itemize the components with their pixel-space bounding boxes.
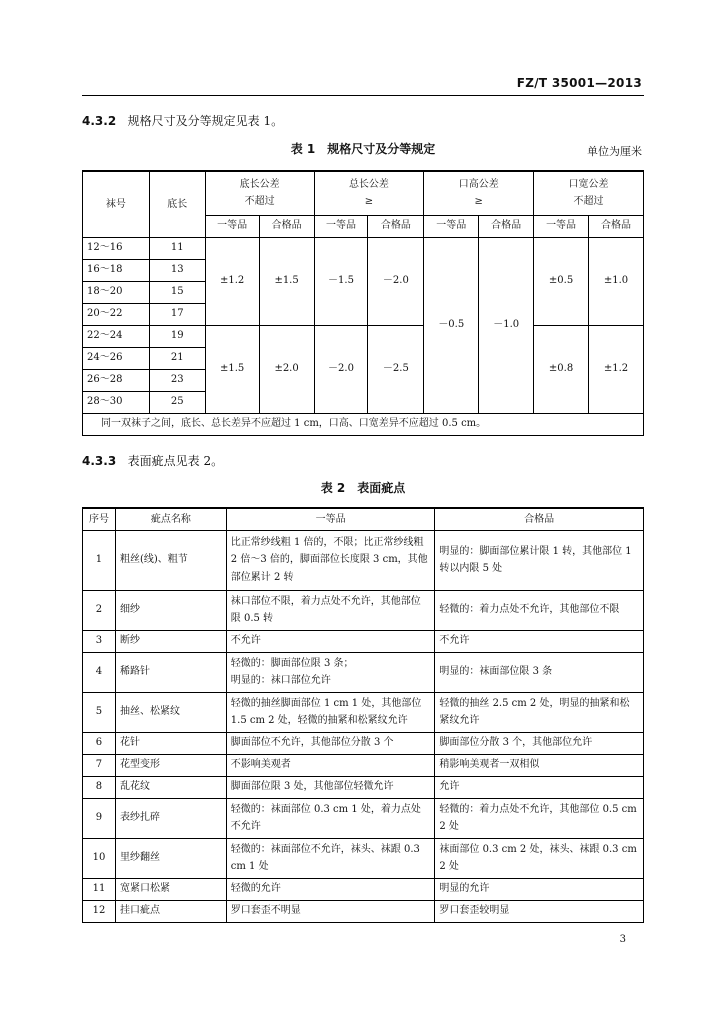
grade2-label: 合格品 bbox=[589, 215, 644, 237]
mouth-height-g1: －0.5 bbox=[424, 237, 479, 413]
sock-no: 26～28 bbox=[83, 369, 150, 391]
section-number: 4.3.2 bbox=[82, 114, 117, 128]
header-seq: 序号 bbox=[83, 508, 116, 530]
grade2-criteria: 轻微的抽丝 2.5 cm 2 处，明显的抽紧和松紧纹允许 bbox=[435, 692, 644, 732]
grade2-criteria: 允许 bbox=[435, 776, 644, 798]
sole-tol-g1-lower: ±1.5 bbox=[205, 325, 259, 413]
sole-length: 13 bbox=[149, 259, 205, 281]
defect-seq: 11 bbox=[83, 878, 116, 900]
total-tol-g1-lower: －2.0 bbox=[314, 325, 368, 413]
sock-no: 12～16 bbox=[83, 237, 150, 259]
group-sub: ≥ bbox=[364, 196, 374, 208]
defect-seq: 3 bbox=[83, 630, 116, 652]
grade1-criteria: 轻微的：袜面部位不允许，袜头、袜跟 0.3 cm 1 处 bbox=[226, 838, 435, 878]
table1-note: 同一双袜子之间，底长、总长差异不应超过 1 cm，口高、口宽差异不应超过 0.5 cm。 bbox=[83, 413, 644, 435]
defect-seq: 5 bbox=[83, 692, 116, 732]
grade2-criteria: 轻微的：着力点处不允许，其他部位 0.5 cm 2 处 bbox=[435, 798, 644, 838]
defect-seq: 10 bbox=[83, 838, 116, 878]
group-title: 总长公差 bbox=[348, 178, 389, 190]
defect-seq: 8 bbox=[83, 776, 116, 798]
defect-seq: 9 bbox=[83, 798, 116, 838]
sock-no: 16～18 bbox=[83, 259, 150, 281]
sock-no: 22～24 bbox=[83, 325, 150, 347]
grade2-criteria: 轻微的：着力点处不允许，其他部位不限 bbox=[435, 590, 644, 630]
mouth-width-g2-lower: ±1.2 bbox=[589, 325, 644, 413]
defect-name: 稀路针 bbox=[115, 652, 226, 692]
group-title: 口宽公差 bbox=[568, 178, 609, 190]
defect-seq: 1 bbox=[83, 530, 116, 590]
defect-name: 宽紧口松紧 bbox=[115, 878, 226, 900]
defect-name: 抽丝、松紧纹 bbox=[115, 692, 226, 732]
grade1-criteria: 脚面部位不允许，其他部位分散 3 个 bbox=[226, 732, 435, 754]
table-row bbox=[83, 900, 644, 922]
table2-caption: 表 2 表面疵点 bbox=[320, 481, 406, 495]
grade1-label: 一等品 bbox=[314, 215, 368, 237]
header-rule bbox=[82, 95, 644, 96]
sock-no: 18～20 bbox=[83, 281, 150, 303]
section-number: 4.3.3 bbox=[82, 454, 117, 468]
table-row bbox=[83, 838, 644, 878]
defect-name: 花型变形 bbox=[115, 754, 226, 776]
sole-length: 21 bbox=[149, 347, 205, 369]
header-defect-name: 疵点名称 bbox=[115, 508, 226, 530]
mouth-width-g1-lower: ±0.8 bbox=[534, 325, 589, 413]
defect-seq: 4 bbox=[83, 652, 116, 692]
grade1-criteria: 比正常纱线粗 1 倍的，不限；比正常纱线粗 2 倍～3 倍的，脚面部位长度限 3 cm，其他部位累计 2 转 bbox=[226, 530, 435, 590]
defect-seq: 12 bbox=[83, 900, 116, 922]
grade1-criteria: 不允许 bbox=[226, 630, 435, 652]
grade1-criteria: 不影响美观者 bbox=[226, 754, 435, 776]
spec-size-table bbox=[82, 170, 644, 436]
grade2-criteria: 稍影响美观者一双相似 bbox=[435, 754, 644, 776]
table-row bbox=[83, 692, 644, 732]
header-group-sole-tolerance bbox=[205, 171, 314, 215]
header-group-total-tolerance bbox=[314, 171, 424, 215]
sole-length: 19 bbox=[149, 325, 205, 347]
sole-length: 15 bbox=[149, 281, 205, 303]
grade2-criteria: 罗口套歪较明显 bbox=[435, 900, 644, 922]
table1-caption: 表 1 规格尺寸及分等规定 bbox=[290, 142, 436, 156]
section-text: 规格尺寸及分等规定见表 1。 bbox=[127, 114, 284, 128]
total-tol-g1-upper: －1.5 bbox=[314, 237, 368, 325]
sole-tol-g1-upper: ±1.2 bbox=[205, 237, 259, 325]
sole-length: 23 bbox=[149, 369, 205, 391]
table-row bbox=[83, 754, 644, 776]
surface-defects-table bbox=[82, 507, 644, 923]
defect-name: 粗丝(线)、粗节 bbox=[115, 530, 226, 590]
table-row bbox=[83, 798, 644, 838]
total-tol-g2-lower: －2.5 bbox=[368, 325, 424, 413]
grade1-criteria: 轻微的：袜面部位 0.3 cm 1 处，着力点处不允许 bbox=[226, 798, 435, 838]
table-row bbox=[83, 530, 644, 590]
grade2-label: 合格品 bbox=[479, 215, 534, 237]
table-row bbox=[83, 776, 644, 798]
defect-name: 花针 bbox=[115, 732, 226, 754]
defect-name: 乱花纹 bbox=[115, 776, 226, 798]
grade2-criteria: 袜面部位 0.3 cm 2 处，袜头、袜跟 0.3 cm 2 处 bbox=[435, 838, 644, 878]
defect-seq: 7 bbox=[83, 754, 116, 776]
sock-no: 20～22 bbox=[83, 303, 150, 325]
sole-tol-g2-upper: ±1.5 bbox=[259, 237, 314, 325]
grade2-criteria: 明显的允许 bbox=[435, 878, 644, 900]
defect-rows bbox=[83, 530, 644, 922]
sole-tol-g2-lower: ±2.0 bbox=[259, 325, 314, 413]
grade2-criteria: 明显的：袜面部位限 3 条 bbox=[435, 652, 644, 692]
grade2-criteria: 不允许 bbox=[435, 630, 644, 652]
document-code: FZ/T 35001—2013 bbox=[516, 76, 642, 90]
sock-no: 24～26 bbox=[83, 347, 150, 369]
grade1-criteria: 袜口部位不限，着力点处不允许，其他部位限 0.5 转 bbox=[226, 590, 435, 630]
table-row bbox=[83, 237, 644, 259]
defect-name: 里纱翻丝 bbox=[115, 838, 226, 878]
header-group-mouth-width bbox=[534, 171, 644, 215]
grade2-label: 合格品 bbox=[259, 215, 314, 237]
mouth-width-g2-upper: ±1.0 bbox=[589, 237, 644, 325]
grade2-criteria: 脚面部位分散 3 个，其他部位允许 bbox=[435, 732, 644, 754]
mouth-width-g1-upper: ±0.5 bbox=[534, 237, 589, 325]
header-grade2: 合格品 bbox=[435, 508, 644, 530]
table-row bbox=[83, 325, 644, 347]
sole-length: 17 bbox=[149, 303, 205, 325]
header-sock-no: 袜号 bbox=[83, 171, 150, 237]
section-text: 表面疵点见表 2。 bbox=[127, 454, 224, 468]
table1-unit: 单位为厘米 bbox=[587, 145, 642, 158]
sole-length: 11 bbox=[149, 237, 205, 259]
defect-seq: 2 bbox=[83, 590, 116, 630]
defect-name: 挂口疵点 bbox=[115, 900, 226, 922]
grade1-label: 一等品 bbox=[424, 215, 479, 237]
group-sub: 不超过 bbox=[244, 196, 275, 208]
page-number: 3 bbox=[619, 934, 626, 945]
defect-name: 断纱 bbox=[115, 630, 226, 652]
table-row bbox=[83, 630, 644, 652]
group-sub: ≥ bbox=[474, 196, 483, 208]
header-sole-length: 底长 bbox=[149, 171, 205, 237]
defect-seq: 6 bbox=[83, 732, 116, 754]
grade1-criteria: 轻微的：脚面部位限 3 条； 明显的：袜口部位允许 bbox=[226, 652, 435, 692]
grade1-label: 一等品 bbox=[534, 215, 589, 237]
grade1-criteria: 轻微的允许 bbox=[226, 878, 435, 900]
defect-name: 细纱 bbox=[115, 590, 226, 630]
grade1-label: 一等品 bbox=[205, 215, 259, 237]
sock-no: 28～30 bbox=[83, 391, 150, 413]
sole-length: 25 bbox=[149, 391, 205, 413]
header-group-mouth-height bbox=[424, 171, 534, 215]
mouth-height-g2: －1.0 bbox=[479, 237, 534, 413]
section-4-3-2 bbox=[82, 112, 283, 129]
table-row bbox=[83, 878, 644, 900]
total-tol-g2-upper: －2.0 bbox=[368, 237, 424, 325]
defect-name: 表纱扎碎 bbox=[115, 798, 226, 838]
header-grade1: 一等品 bbox=[226, 508, 435, 530]
group-title: 口高公差 bbox=[458, 178, 499, 190]
table-row bbox=[83, 590, 644, 630]
group-sub: 不超过 bbox=[573, 196, 604, 208]
grade1-criteria: 罗口套歪不明显 bbox=[226, 900, 435, 922]
section-4-3-3 bbox=[82, 452, 223, 469]
grade1-criteria: 轻微的抽丝脚面部位 1 cm 1 处，其他部位 1.5 cm 2 处，轻微的抽紧和松紧纹允许 bbox=[226, 692, 435, 732]
table-row bbox=[83, 732, 644, 754]
grade2-label: 合格品 bbox=[368, 215, 424, 237]
group-title: 底长公差 bbox=[239, 178, 280, 190]
table-row bbox=[83, 652, 644, 692]
grade1-criteria: 脚面部位限 3 处，其他部位轻微允许 bbox=[226, 776, 435, 798]
grade2-criteria: 明显的：脚面部位累计限 1 转，其他部位 1 转以内限 5 处 bbox=[435, 530, 644, 590]
